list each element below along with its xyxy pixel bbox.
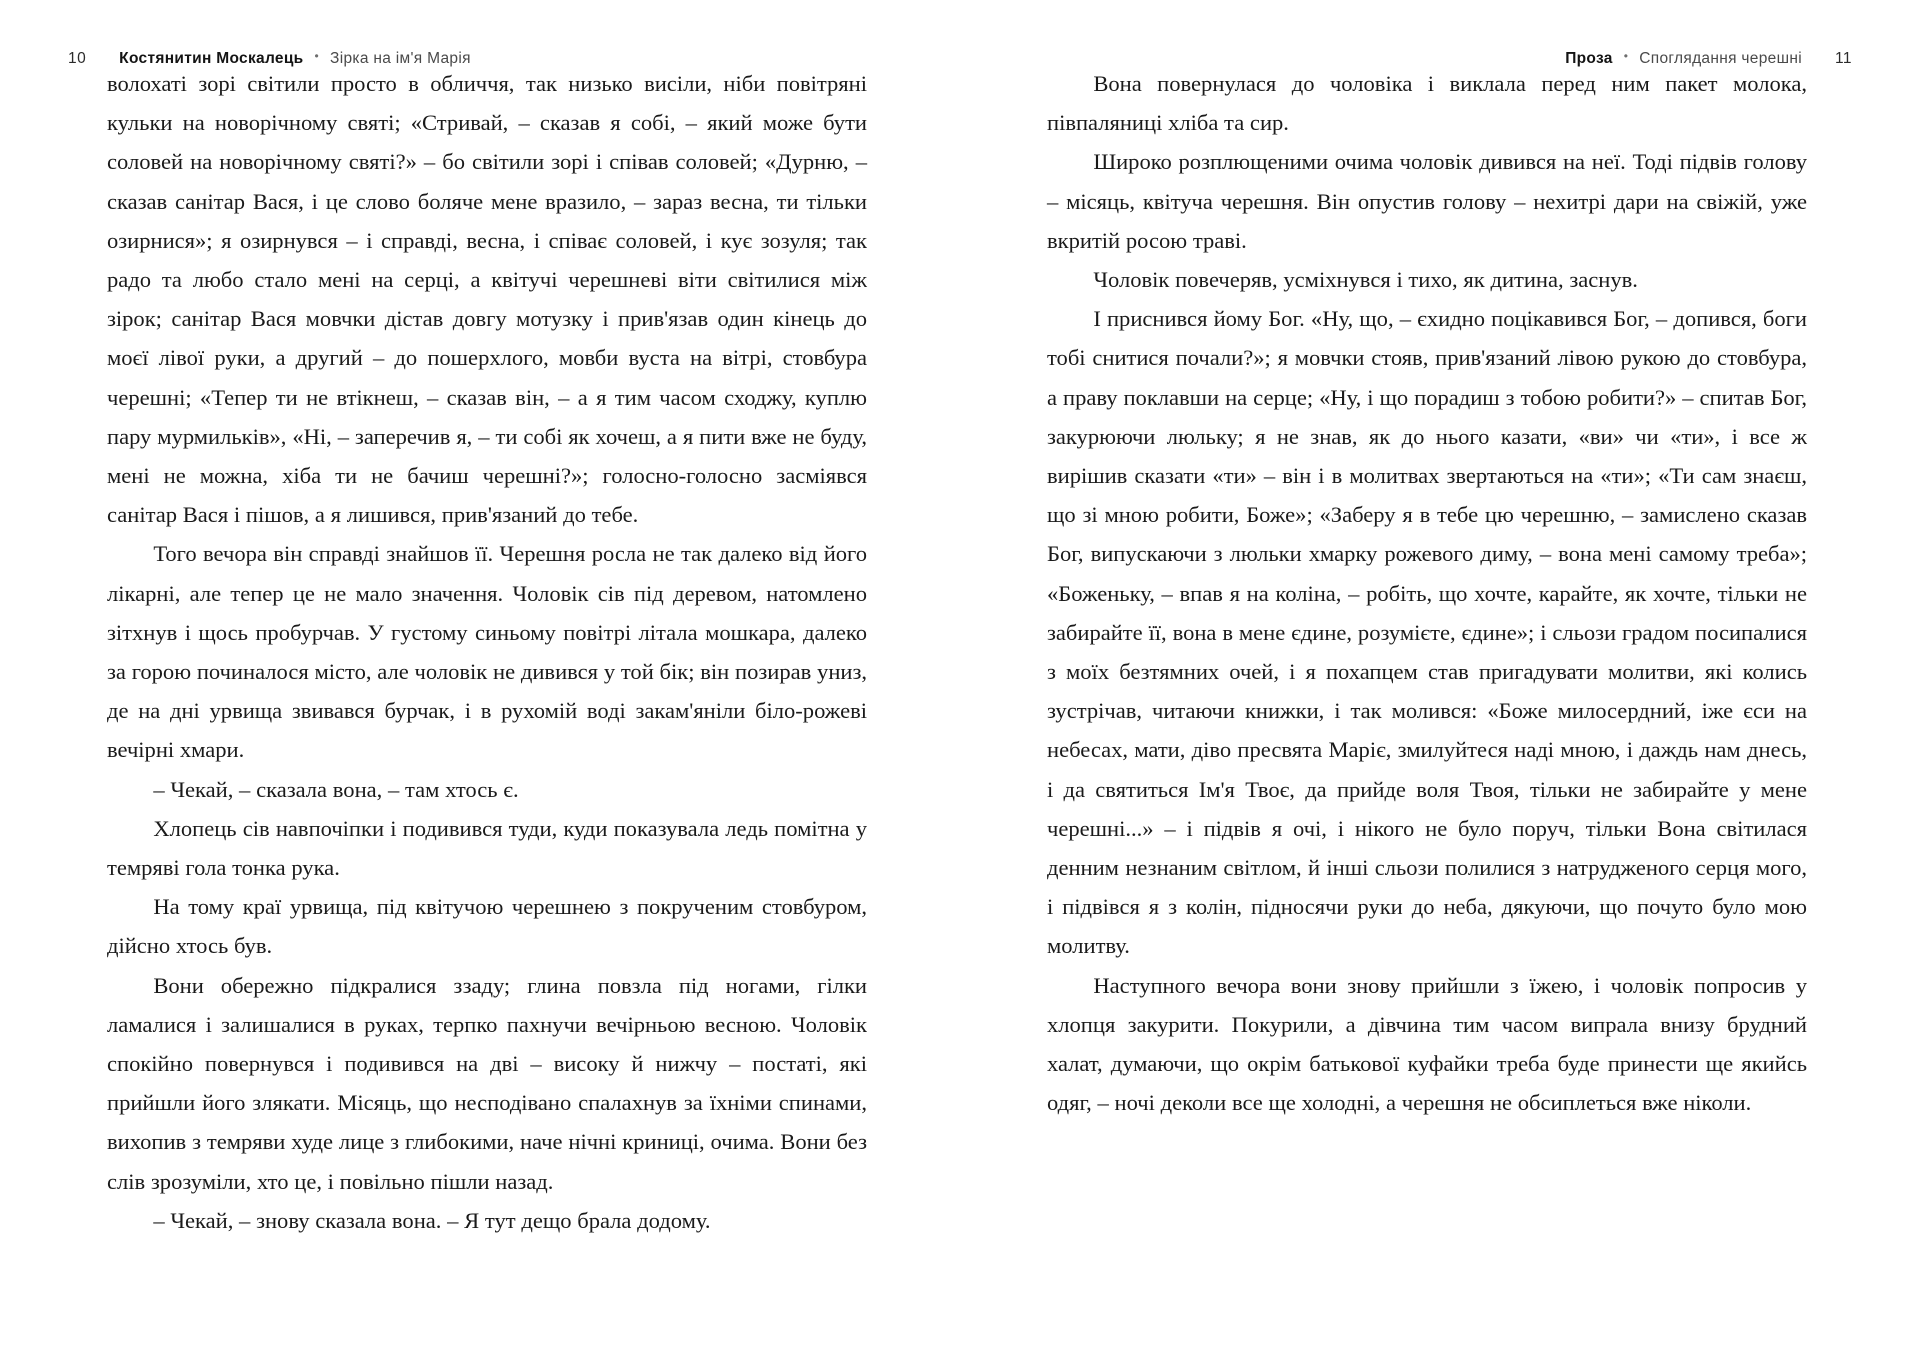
author-name: Костянитин Москалець	[119, 50, 304, 67]
text-column-left	[107, 64, 867, 1240]
book-title: Зірка на ім'я Марія	[330, 50, 471, 67]
page-left	[107, 64, 867, 1352]
paragraph: Чоловік повечеряв, усміхнувся і тихо, як дитина, заснув.	[1093, 267, 1638, 293]
running-heads	[0, 0, 1920, 67]
paragraph: Вони обережно підкралися ззаду; глина повзла під ногами, гілки ламалися і залишалися в руках, терпко пахнучи вечірньою весною. Чоловік спокійно повернувся і подивився на дві – високу й нижчу – постаті, які прийшли його злякати. Місяць, що несподівано спалахнув за їхніми спинами, вихопив з темряви худе лице з глибокими, наче нічні криниці, очима. Вони без слів зрозуміли, хто це, і повільно пішли назад.	[107, 972, 867, 1194]
paragraph: Широко розплющеними очима чоловік дивився на неї. Тоді підвів голову – місяць, квітуча черешня. Він опустив голову – нехитрі дари на свіжій, уже вкритій росою траві.	[1047, 149, 1807, 253]
text-column-right	[1047, 64, 1807, 1122]
pages-container	[0, 64, 1920, 1352]
paragraph: Того вечора він справді знайшов її. Черешня росла не так далеко від його лікарні, але тепер це не мало значення. Чоловік сів під деревом, натомлено зітхнув і щось пробурчав. У густому синьому повітрі літала мошкара, далеко за горою починалося місто, але чоловік не дивився у той бік; він позирав униз, де на дні урвища звивався бурчак, і в рухомій воді закам'яніли біло-рожеві вечірні хмари.	[107, 541, 867, 763]
paragraph: – Чекай, – сказала вона, – там хтось є.	[153, 776, 519, 802]
paragraph: Наступного вечора вони знову прийшли з їжею, і чоловік попросив у хлопця закурити. Покурили, а дівчина тим часом випрала внизу брудний халат, думаючи, що окрім батькової куфайки треба буде принести ще якийсь одяг, – ночі деколи все ще холодні, а черешня не обсиплеться вже ніколи.	[1047, 972, 1807, 1116]
bullet-separator-icon: •	[1623, 49, 1629, 63]
page-right	[1047, 64, 1807, 1352]
paragraph: На тому краї урвища, під квітучою черешнею з покрученим стовбуром, дійсно хтось був.	[107, 894, 867, 959]
paragraph: І приснився йому Бог. «Ну, що, – єхидно поцікавився Бог, – допився, боги тобі снитися почали?»; я мовчки стояв, прив'язаний лівою рукою до стовбура, а праву поклавши на серце; «Ну, і що порадиш з тобою робити?» – спитав Бог, закурюючи люльку; я не знав, як до нього казати, «ви» чи «ти», і все ж вирішив сказати «ти» – він і в молитвах звертаються на «ти»; «Ти сам знаєш, що зі мною робити, Боже»; «Заберу я в тебе цю черешню, – замислено сказав Бог, випускаючи з люльки хмарку рожевого диму, – вона мені самому треба»; «Боженьку, – впав я на коліна, – робіть, що хочте, карайте, як хочте, тільки не забирайте її, вона в мене єдине, розумієте, єдине»; і сльози градом посипалися з моїх безтямних очей, і я похапцем став пригадувати молитви, які колись зустрічав, читаючи книжки, і так молився: «Боже милосердний, іже єси на небесах, мати, діво пресвята Маріє, змилуйтеся наді мною, і даждь нам днесь, і да святиться Ім'я Твоє, да прийде воля Твоя, тільки не забирайте у мене черешні...» – і підвів я очі, і нікого не було поруч, тільки Вона світилася денним незнаним світлом, й інші сльози полилися з натрудженого серця мого, і підвівся я з колін, підносячи руки до неба, дякуючи, що почуто було мою молитву.	[1047, 306, 1807, 959]
paragraph: волохаті зорі світили просто в обличчя, так низько висіли, ніби повітряні кульки на новорічному святі; «Стривай, – сказав я собі, – який може бути соловей на новорічному святі?» – бо світили зорі і співав соловей; «Дурню, – сказав санітар Вася, і це слово боляче мене вразило, – зараз весна, ти тільки озирнися»; я озирнувся – і справді, весна, і співає соловей, і кує зозуля; так радо та любо стало мені на серці, а квітучі черешневі віти світилися між зірок; санітар Вася мовчки дістав довгу мотузку і прив'язав один кінець до моєї лівої руки, а другий – до пошерхлого, мовби вуста на вітрі, стовбура черешні; «Тепер ти не втікнеш, – сказав він, – а я тим часом сходжу, куплю пару мурмильків», «Ні, – заперечив я, – ти собі як хочеш, а я пити вже не буду, мені не можна, хіба ти не бачиш черешні?»; голосно-голосно засміявся санітар Вася і пішов, а я лишився, прив'язаний до тебе.	[107, 71, 867, 528]
page-number-left: 10	[68, 50, 87, 67]
section-name: Проза	[1565, 50, 1613, 67]
paragraph: Хлопець сів навпочіпки і подивився туди, куди показувала ледь помітна у темряві гола тонка рука.	[107, 815, 867, 881]
piece-title: Споглядання черешні	[1639, 50, 1802, 67]
paragraph: Вона повернулася до чоловіка і виклала перед ним пакет молока, півпаляниці хліба та сир.	[1047, 71, 1807, 136]
paragraph: – Чекай, – знову сказала вона. – Я тут дещо брала додому.	[153, 1207, 711, 1233]
bullet-separator-icon: •	[314, 49, 320, 63]
page-number-right: 11	[1834, 50, 1852, 67]
